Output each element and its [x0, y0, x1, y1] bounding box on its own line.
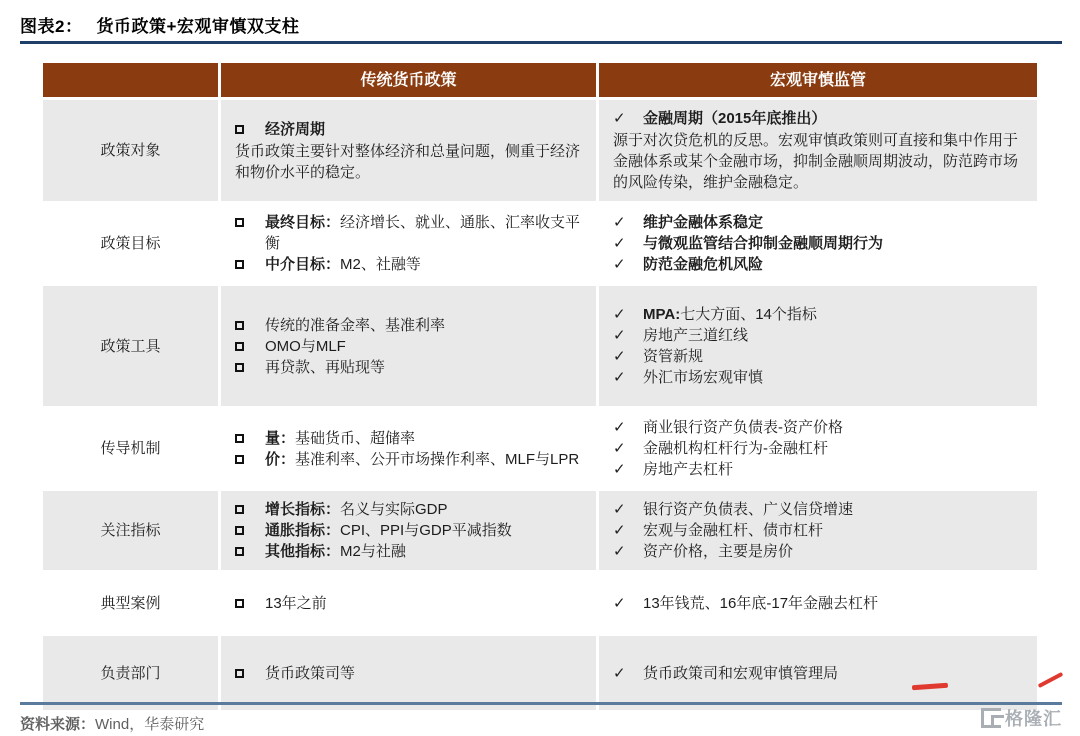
- figure-title: [20, 12, 299, 37]
- list-item: 经济周期: [235, 119, 582, 140]
- list-item: 其他指标：M2与社融: [235, 541, 582, 562]
- square-bullet-icon: [235, 315, 265, 336]
- row-label: 负责部门: [43, 636, 218, 710]
- list-item: ✓ 房地产去杠杆: [613, 461, 734, 478]
- check-icon: ✓: [613, 235, 626, 252]
- check-icon: ✓: [613, 522, 626, 539]
- list-item: ✓ 商业银行资产负债表-资产价格: [613, 419, 843, 436]
- square-bullet-icon: [235, 254, 265, 275]
- list-item: ✓ 货币政策司和宏观审慎管理局: [613, 664, 839, 682]
- list-item: ✓ 资管新规: [613, 348, 704, 365]
- macro-cell: [599, 204, 1037, 283]
- list-item: ✓ 防范金融危机风险: [613, 256, 764, 273]
- check-icon: ✓: [613, 440, 626, 457]
- check-icon: ✓: [613, 664, 626, 682]
- check-icon: ✓: [613, 214, 626, 231]
- traditional-cell: [221, 573, 596, 633]
- title-underline: [20, 41, 1062, 44]
- header-cell-macro: 宏观审慎监管: [599, 63, 1037, 97]
- square-bullet-icon: [235, 499, 265, 520]
- check-icon: ✓: [613, 110, 626, 127]
- list-item: ✓ 银行资产负债表、广义信贷增速: [613, 501, 854, 518]
- check-icon: ✓: [613, 306, 626, 323]
- table-row: [43, 100, 1037, 201]
- list-item: 最终目标：经济增长、就业、通胀、汇率收支平衡: [235, 212, 582, 254]
- macro-cell: [599, 286, 1037, 406]
- macro-cell: [599, 100, 1037, 201]
- list-item: 中介目标：M2、社融等: [235, 254, 582, 275]
- list-item: ✓ 金融周期（2015年底推出）: [613, 110, 827, 127]
- row-label: 政策对象: [43, 100, 218, 201]
- list-item: 再贷款、再贴现等: [235, 357, 582, 378]
- red-watermark-fragment: [1038, 672, 1064, 688]
- square-bullet-icon: [235, 336, 265, 357]
- source-note: [20, 713, 204, 734]
- table-row: [43, 409, 1037, 488]
- check-icon: ✓: [613, 256, 626, 273]
- traditional-cell: [221, 286, 596, 406]
- square-bullet-icon: [235, 212, 265, 233]
- check-icon: ✓: [613, 327, 626, 344]
- square-bullet-icon: [235, 520, 265, 541]
- list-item: ✓ 外汇市场宏观审慎: [613, 369, 764, 386]
- figure-title-prefix: 图表2：: [20, 17, 83, 36]
- comparison-table: [40, 60, 1040, 713]
- header-cell-empty: [43, 63, 218, 97]
- table-row: [43, 286, 1037, 406]
- traditional-cell: [221, 636, 596, 710]
- header-cell-traditional: 传统货币政策: [221, 63, 596, 97]
- table-row: [43, 491, 1037, 570]
- macro-cell: [599, 409, 1037, 488]
- list-item: 货币政策司等: [235, 663, 582, 684]
- row-label: 政策工具: [43, 286, 218, 406]
- list-item: ✓ 13年钱荒、16年底-17年金融去杠杆: [613, 594, 879, 612]
- row-label: 典型案例: [43, 573, 218, 633]
- list-item: OMO与MLF: [235, 336, 582, 357]
- square-bullet-icon: [235, 663, 265, 684]
- check-icon: ✓: [613, 501, 626, 518]
- traditional-cell: [221, 409, 596, 488]
- table-row: [43, 636, 1037, 710]
- row-label: 传导机制: [43, 409, 218, 488]
- list-item: ✓ 房地产三道红线: [613, 327, 749, 344]
- row-label: 政策目标: [43, 204, 218, 283]
- square-bullet-icon: [235, 119, 265, 140]
- table-header-row: [43, 63, 1037, 97]
- table-row: [43, 204, 1037, 283]
- source-label: 资料来源：: [20, 716, 96, 733]
- gelonghui-g-icon: [981, 708, 1001, 728]
- list-item: 量：基础货币、超储率: [235, 428, 582, 449]
- list-item: ✓ MPA:七大方面、14个指标: [613, 306, 817, 323]
- list-item: 13年之前: [235, 593, 582, 614]
- gelonghui-logo: [981, 705, 1062, 731]
- list-item: ✓ 资产价格，主要是房价: [613, 543, 794, 560]
- macro-cell: [599, 573, 1037, 633]
- list-item: ✓ 维护金融体系稳定: [613, 214, 764, 231]
- cell-paragraph: 源于对次贷危机的反思。宏观审慎政策则可直接和集中作用于金融体系或某个金融市场，抑制金融顺周期波动，防范跨市场的风险传染，维护金融稳定。: [613, 132, 1019, 191]
- traditional-cell: [221, 100, 596, 201]
- check-icon: ✓: [613, 348, 626, 365]
- check-icon: ✓: [613, 369, 626, 386]
- list-item: 通胀指标：CPI、PPI与GDP平减指数: [235, 520, 582, 541]
- list-item: 价：基准利率、公开市场操作利率、MLF与LPR: [235, 449, 582, 470]
- square-bullet-icon: [235, 593, 265, 614]
- list-item: 传统的准备金率、基准利率: [235, 315, 582, 336]
- list-item: ✓ 与微观监管结合抑制金融顺周期行为: [613, 235, 884, 252]
- list-item: ✓ 宏观与金融杠杆、债市杠杆: [613, 522, 824, 539]
- list-item: 增长指标：名义与实际GDP: [235, 499, 582, 520]
- square-bullet-icon: [235, 357, 265, 378]
- figure-title-text: 货币政策+宏观审慎双支柱: [96, 17, 300, 36]
- cell-paragraph: 货币政策主要针对整体经济和总量问题，侧重于经济和物价水平的稳定。: [235, 142, 581, 181]
- square-bullet-icon: [235, 449, 265, 470]
- row-label: 关注指标: [43, 491, 218, 570]
- list-item: ✓ 金融机构杠杆行为-金融杠杆: [613, 440, 828, 457]
- check-icon: ✓: [613, 594, 626, 612]
- source-text: Wind，华泰研究: [95, 716, 205, 733]
- macro-cell: [599, 636, 1037, 710]
- square-bullet-icon: [235, 428, 265, 449]
- traditional-cell: [221, 204, 596, 283]
- traditional-cell: [221, 491, 596, 570]
- square-bullet-icon: [235, 541, 265, 562]
- table-row: [43, 573, 1037, 633]
- gelonghui-logo-text: 格隆汇: [1005, 709, 1062, 729]
- footer-rule: [20, 702, 1062, 705]
- check-icon: ✓: [613, 543, 626, 560]
- check-icon: ✓: [613, 419, 626, 436]
- macro-cell: [599, 491, 1037, 570]
- check-icon: ✓: [613, 461, 626, 478]
